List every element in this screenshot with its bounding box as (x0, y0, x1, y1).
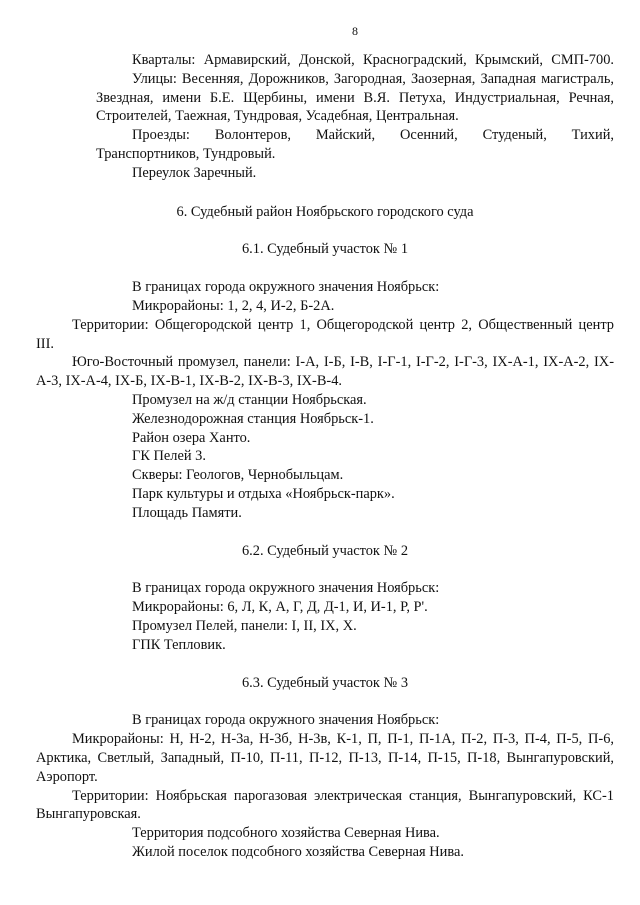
subsection-line: Юго-Восточный промузел, панели: I-А, I-Б, I-В, I-Г-1, I-Г-2, I-Г-3, IX-А-1, IX-А-2, IX-А-3, IX-А-4, IX-Б, IX-В-1, IX-В-2, IX-В-3, IX-В-4. (36, 354, 614, 390)
subsection-line: Площадь Памяти. (132, 504, 242, 521)
subsection-line: Район озера Ханто. (132, 429, 251, 446)
section-title: 6. Судебный район Ноябрьского городского суда (176, 203, 474, 220)
paragraph-pereulok: Переулок Заречный. (132, 164, 257, 181)
subsection-line: В границах города окружного значения Ноябрьск: (132, 712, 440, 729)
subsection-line: ГК Пелей 3. (132, 448, 206, 465)
subsection-line: Промузел Пелей, панели: I, II, IX, X. (132, 617, 357, 634)
subsection-line: Скверы: Геологов, Чернобыльцам. (132, 467, 344, 484)
subsection-line: Микрорайоны: 1, 2, 4, И-2, Б-2А. (132, 297, 335, 314)
subsection-line: В границах города окружного значения Ноябрьск: (132, 580, 440, 597)
subsection-3 (36, 674, 614, 862)
subsection-line: Территория подсобного хозяйства Северная Нива. (132, 825, 440, 842)
subsection-line: Железнодорожная станция Ноябрьск-1. (132, 410, 374, 427)
subsection-title: 6.3. Судебный участок № 3 (241, 674, 409, 691)
subsection-1 (36, 240, 614, 522)
subsection-line: Промузел на ж/д станции Ноябрьская. (132, 391, 367, 408)
subsection-line: Территории: Ноябрьская парогазовая электрическая станция, Вынгапуровский, КС-1 Вынгапуровская. (36, 787, 614, 823)
block-a (96, 51, 614, 183)
paragraph-kvartaly: Кварталы: Армавирский, Донской, Красноградский, Крымский, СМП-700. (132, 52, 614, 68)
subsection-line: В границах города окружного значения Ноябрьск: (132, 279, 440, 296)
subsection-2 (36, 542, 614, 655)
subsection-line: Жилой поселок подсобного хозяйства Северная Нива. (132, 843, 464, 860)
paragraph-ulitsy: Улицы: Весенняя, Дорожников, Загородная, Заозерная, Западная магистраль, Звездная, имени Б.Е. Щербины, имени В.Я. Петуха, Индустриальная, Речная, Строителей, Таежная, Тундровая, Усадебная, Центральная. (96, 70, 614, 125)
subsection-line: Парк культуры и отдыха «Ноябрьск-парк». (132, 485, 395, 502)
subsection-title: 6.2. Судебный участок № 2 (241, 542, 409, 559)
subsection-line: Микрорайоны: 6, Л, К, А, Г, Д, Д-1, И, И-1, Р, Р'. (132, 599, 428, 616)
paragraph-proezdy: Проезды: Волонтеров, Майский, Осенний, Студеный, Тихий, Транспортников, Тундровый. (96, 127, 614, 162)
subsection-line: Территории: Общегородской центр 1, Общегородской центр 2, Общественный центр III. (36, 316, 614, 352)
subsection-line: ГПК Тепловик. (132, 636, 226, 653)
page-number: 8 (352, 24, 358, 38)
subsection-title: 6.1. Судебный участок № 1 (241, 241, 409, 258)
subsection-line: Микрорайоны: Н, Н-2, Н-3а, Н-3б, Н-3в, К-1, П, П-1, П-1А, П-2, П-3, П-4, П-5, П-6, Арктика, Светлый, Западный, П-10, П-11, П-12, П-13, П-14, П-15, П-18, Вынгапуровский, Аэропорт. (36, 731, 614, 785)
